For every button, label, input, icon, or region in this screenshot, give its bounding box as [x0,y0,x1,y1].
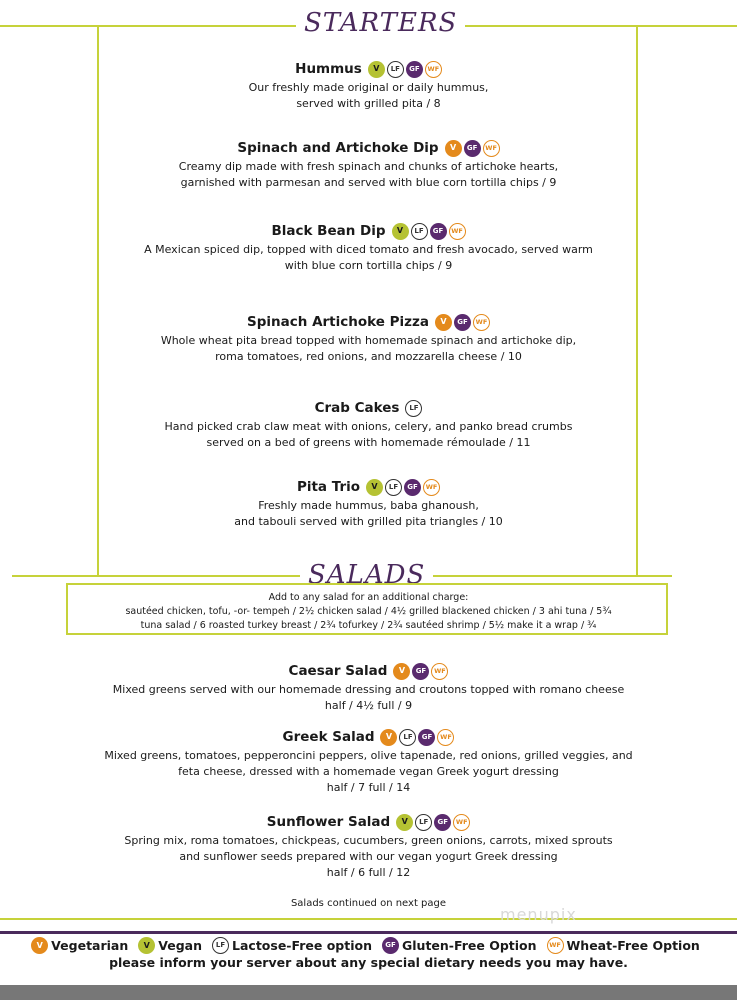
menu-item-header [0,220,737,242]
menu-item-description: Mixed greens, tomatoes, pepperoncini peppers, olive tapenade, red onions, grilled veggies, and [104,749,633,762]
salad-addons-heading: Add to any salad for an additional charge: [268,592,469,603]
menu-item-description: half / 6 full / 12 [326,866,411,879]
vegan-icon: V [366,479,383,496]
legend-label: Lactose-Free option [232,938,372,953]
footer-band [0,931,737,934]
menu-item-description: garnished with parmesan and served with blue corn tortilla chips / 9 [180,176,557,189]
menu-item-description: Hand picked crab claw meat with onions, celery, and panko bread crumbs [164,420,573,433]
menu-item [0,311,737,365]
menu-item-description: Our freshly made original or daily hummus, [248,81,489,94]
menu-item-description: with blue corn tortilla chips / 9 [284,259,453,272]
menu-item-description: Spring mix, roma tomatoes, chickpeas, cucumbers, green onions, carrots, mixed sprouts [124,834,613,847]
menu-item-description: A Mexican spiced dip, topped with diced tomato and fresh avocado, served warm [144,243,593,256]
salads-title: SALADS [300,560,433,590]
menu-item-header [0,137,737,159]
menu-item-description: Freshly made hummus, baba ghanoush, [258,499,479,512]
menu-item-header [0,726,737,748]
starters-top-rule-left [0,25,298,27]
menu-item-name: Pita Trio [296,479,361,495]
wheat-free-icon: WF [547,937,564,954]
wheat-free-icon: WF [473,314,490,331]
menu-item-header [0,397,737,419]
bottom-grey-band [0,985,737,1000]
menu-item [0,726,737,796]
menu-item-header [0,476,737,498]
legend-label: Vegan [158,938,203,953]
starters-top-rule-right [432,25,737,27]
menu-item-name: Hummus [295,61,362,77]
vegan-icon: V [138,937,155,954]
vegetarian-icon: V [445,140,462,157]
vegan-icon: V [396,814,413,831]
menu-item-description: Whole wheat pita bread topped with homemade spinach and artichoke dip, [160,334,577,347]
menu-item [0,397,737,451]
dietary-badges [445,140,500,157]
wheat-free-icon: WF [483,140,500,157]
menu-item-name: Greek Salad [282,729,375,745]
gluten-free-icon: GF [464,140,481,157]
dietary-badges [368,61,442,78]
dietary-legend [0,937,737,954]
menu-item-description: served on a bed of greens with homemade rémoulade / 11 [206,436,531,449]
vegetarian-icon: V [393,663,410,680]
menu-item-name: Caesar Salad [288,663,388,679]
vegetarian-icon: V [380,729,397,746]
menu-item [0,220,737,274]
salads-continued-note: Salads continued on next page [290,898,447,909]
menu-item-description: half / 4½ full / 9 [324,699,413,712]
menu-item-description: roma tomatoes, red onions, and mozzarella cheese / 10 [215,350,522,363]
lactose-free-icon: LF [399,729,416,746]
vegan-icon: V [368,61,385,78]
salad-addons-line-2: tuna salad / 6 roasted turkey breast / 2¾ tofurkey / 2¾ sautéed shrimp / 5½ make it a wrap / ¾ [140,620,597,631]
menu-item-description: served with grilled pita / 8 [296,97,441,110]
dietary-badges [393,663,448,680]
gluten-free-icon: GF [418,729,435,746]
starters-title: STARTERS [296,8,465,38]
legend-item-lactose-free [212,937,372,954]
lactose-free-icon: LF [411,223,428,240]
gluten-free-icon: GF [382,937,399,954]
lactose-free-icon: LF [405,400,422,417]
salads-rule-right [400,575,672,577]
wheat-free-icon: WF [425,61,442,78]
menu-item-header [0,311,737,333]
legend-item-gluten-free [382,937,537,954]
dietary-badges [366,479,440,496]
legend-item-wheat-free [547,937,700,954]
menu-item [0,660,737,714]
menu-item [0,137,737,191]
legend-item-vegetarian [31,937,128,954]
gluten-free-icon: GF [406,61,423,78]
menu-item-name: Spinach and Artichoke Dip [237,140,439,156]
gluten-free-icon: GF [454,314,471,331]
vegetarian-icon: V [435,314,452,331]
gluten-free-icon: GF [430,223,447,240]
lactose-free-icon: LF [415,814,432,831]
wheat-free-icon: WF [453,814,470,831]
dietary-badges [380,729,454,746]
dietary-note: please inform your server about any special dietary needs you may have. [109,955,628,970]
menu-item-name: Sunflower Salad [266,814,391,830]
legend-label: Gluten-Free Option [402,938,537,953]
vegan-icon: V [392,223,409,240]
wheat-free-icon: WF [437,729,454,746]
salad-addons-line-1: sautéed chicken, tofu, -or- tempeh / 2½ chicken salad / 4½ grilled blackened chicken / 3 ahi tuna / 5¾ [125,606,612,617]
menu-item-header [0,58,737,80]
wheat-free-icon: WF [449,223,466,240]
gluten-free-icon: GF [412,663,429,680]
gluten-free-icon: GF [434,814,451,831]
vegetarian-icon: V [31,937,48,954]
wheat-free-icon: WF [423,479,440,496]
lactose-free-icon: LF [212,937,229,954]
legend-item-vegan [138,937,202,954]
dietary-badges [392,223,466,240]
salads-rule-left [12,575,302,577]
menu-item-description: feta cheese, dressed with a homemade vegan Greek yogurt dressing [178,765,559,778]
dietary-badges [405,400,422,417]
legend-label: Wheat-Free Option [566,938,700,953]
menu-item [0,58,737,112]
legend-label: Vegetarian [51,938,129,953]
footer-rule [0,918,737,920]
lactose-free-icon: LF [385,479,402,496]
menu-item-name: Black Bean Dip [271,223,386,239]
menu-item-description: and sunflower seeds prepared with our vegan yogurt Greek dressing [179,850,558,863]
menu-item-description: Mixed greens served with our homemade dressing and croutons topped with romano cheese [112,683,625,696]
dietary-badges [435,314,490,331]
menu-item-header [0,660,737,682]
menu-item-description: half / 7 full / 14 [326,781,411,794]
dietary-badges [396,814,470,831]
menu-item-name: Spinach Artichoke Pizza [247,314,429,330]
watermark: menupix [500,905,577,924]
gluten-free-icon: GF [404,479,421,496]
menu-item-description: and tabouli served with grilled pita triangles / 10 [234,515,503,528]
menu-item-description: Creamy dip made with fresh spinach and chunks of artichoke hearts, [178,160,559,173]
lactose-free-icon: LF [387,61,404,78]
wheat-free-icon: WF [431,663,448,680]
menu-item-name: Crab Cakes [314,400,400,416]
menu-item [0,476,737,530]
menu-item [0,811,737,881]
menu-item-header [0,811,737,833]
